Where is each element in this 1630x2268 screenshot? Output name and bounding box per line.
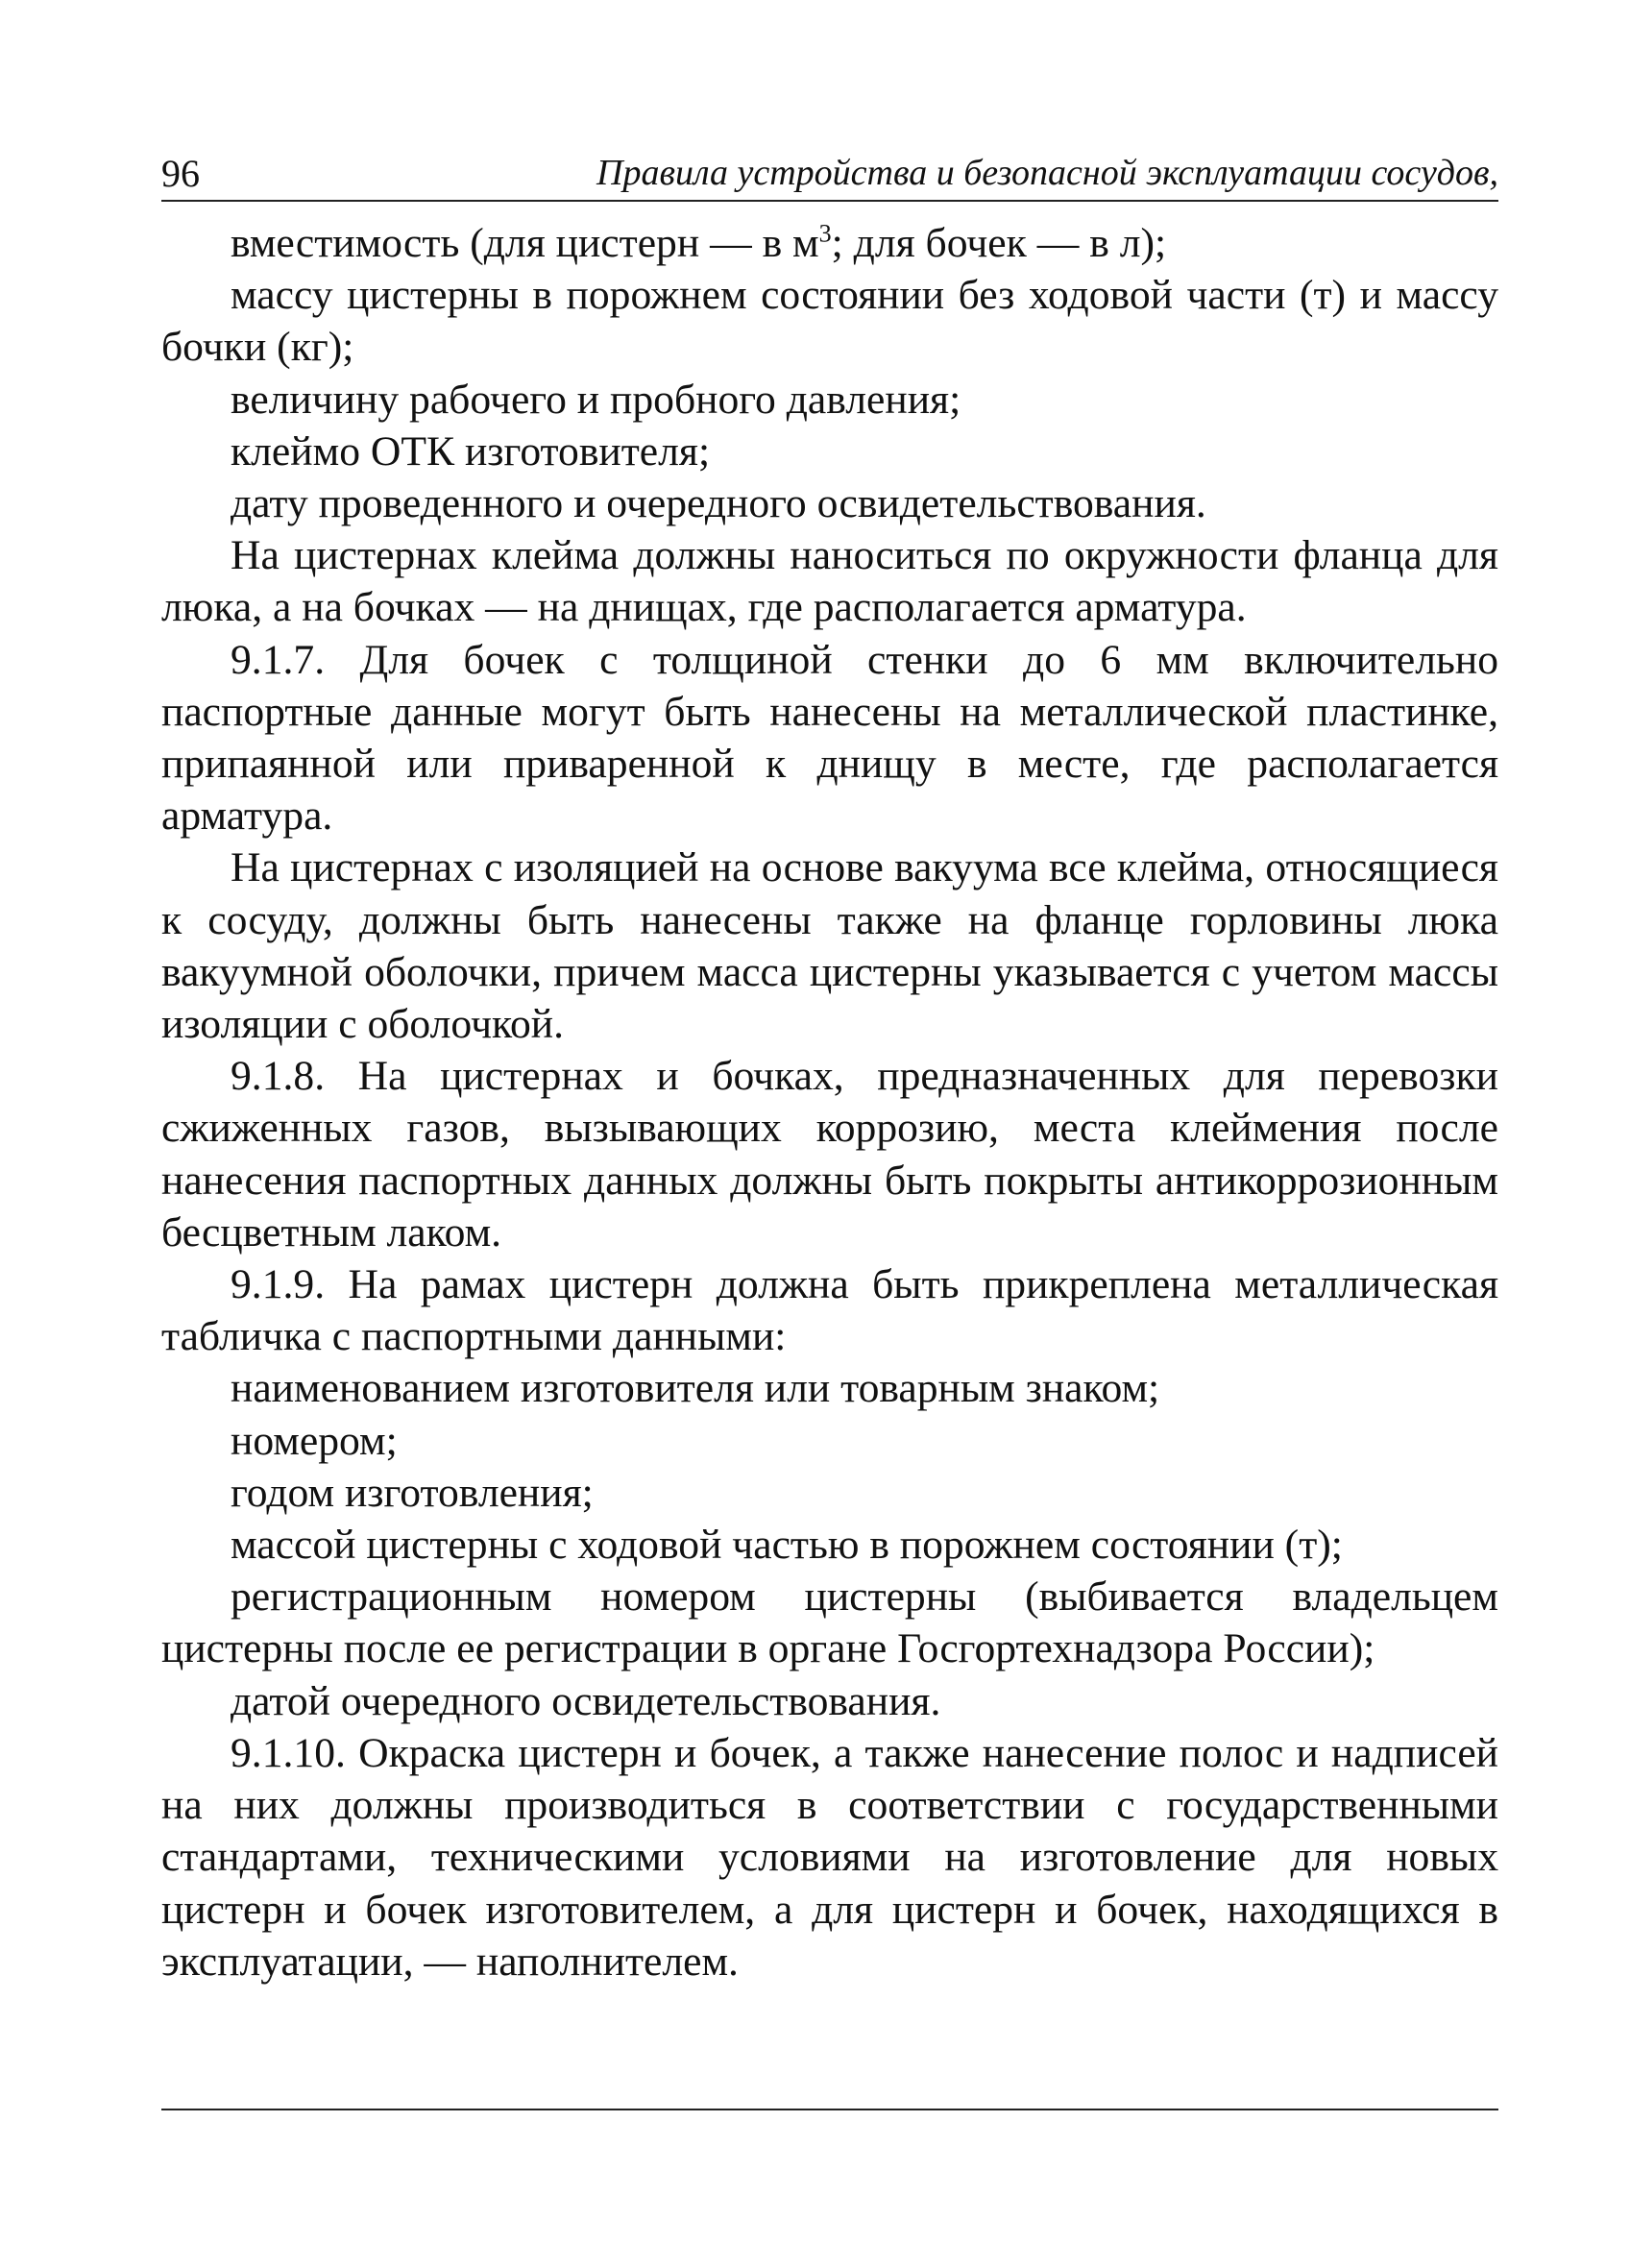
paragraph-9-1-9: 9.1.9. На рамах цистерн должна быть прикреплена металлическая табличка с паспортными данными:	[161, 1261, 1498, 1360]
list-item: датой очередного освидетельствования.	[231, 1677, 941, 1724]
list-item: годом изготовления;	[231, 1469, 594, 1516]
list-item: регистрационным номером цистерны (выбивается владельцем цистерны после ее регистрации в органе Госгортехнадзора России);	[161, 1573, 1498, 1672]
paragraph: На цистернах с изоляцией на основе вакуума все клейма, относящиеся к сосуду, должны быть нанесены также на фланце горловины люка вакуумной оболочки, причем масса цистерны указывается с учетом массы изоляции с оболочкой.	[161, 844, 1498, 1048]
list-item: наименованием изготовителя или товарным знаком;	[231, 1365, 1160, 1412]
paragraph-9-1-7: 9.1.7. Для бочек с толщиной стенки до 6 мм включительно паспортные данные могут быть нанесены на металлической пластинке, припаянной или приваренной к днищу в месте, где располагается арматура.	[161, 636, 1498, 840]
paragraph-text: ; для бочек — в л);	[831, 220, 1167, 266]
list-item: массой цистерны с ходовой частью в порожнем состоянии (т);	[231, 1522, 1343, 1569]
running-title: Правила устройства и безопасной эксплуатации сосудов,	[596, 153, 1498, 193]
paragraph: На цистернах клейма должны наноситься по окружности фланца для люка, а на бочках — на днищах, где располагается арматура.	[161, 532, 1498, 631]
superscript: 3	[818, 219, 832, 248]
page-number: 96	[161, 152, 200, 195]
paragraph: величину рабочего и пробного давления;	[231, 376, 961, 423]
paragraph: массу цистерны в порожнем состоянии без ходовой части (т) и массу бочки (кг);	[161, 272, 1498, 371]
body-text	[161, 217, 1498, 1988]
paragraph: клеймо ОТК изготовителя;	[231, 427, 711, 475]
paragraph	[161, 217, 1498, 269]
paragraph: дату проведенного и очередного освидетельствования.	[231, 480, 1206, 527]
footer-rule	[161, 2109, 1498, 2110]
paragraph-9-1-8: 9.1.8. На цистернах и бочках, предназначенных для перевозки сжиженных газов, вызывающих коррозию, места клеймения после нанесения паспортных данных должны быть покрыты антикоррозионным бесцветным лаком.	[161, 1053, 1498, 1256]
paragraph-text: вместимость (для цистерн — в м	[231, 220, 819, 266]
paragraph-9-1-10: 9.1.10. Окраска цистерн и бочек, а также нанесение полос и надписей на них должны производиться в соответствии с государственными стандартами, техническими условиями на изготовление для новых цистерн и бочек изготовителем, а для цистерн и бочек, находящихся в эксплуатации, — наполнителем.	[161, 1729, 1498, 1985]
page-header	[161, 144, 1498, 202]
list-item: номером;	[231, 1417, 398, 1464]
